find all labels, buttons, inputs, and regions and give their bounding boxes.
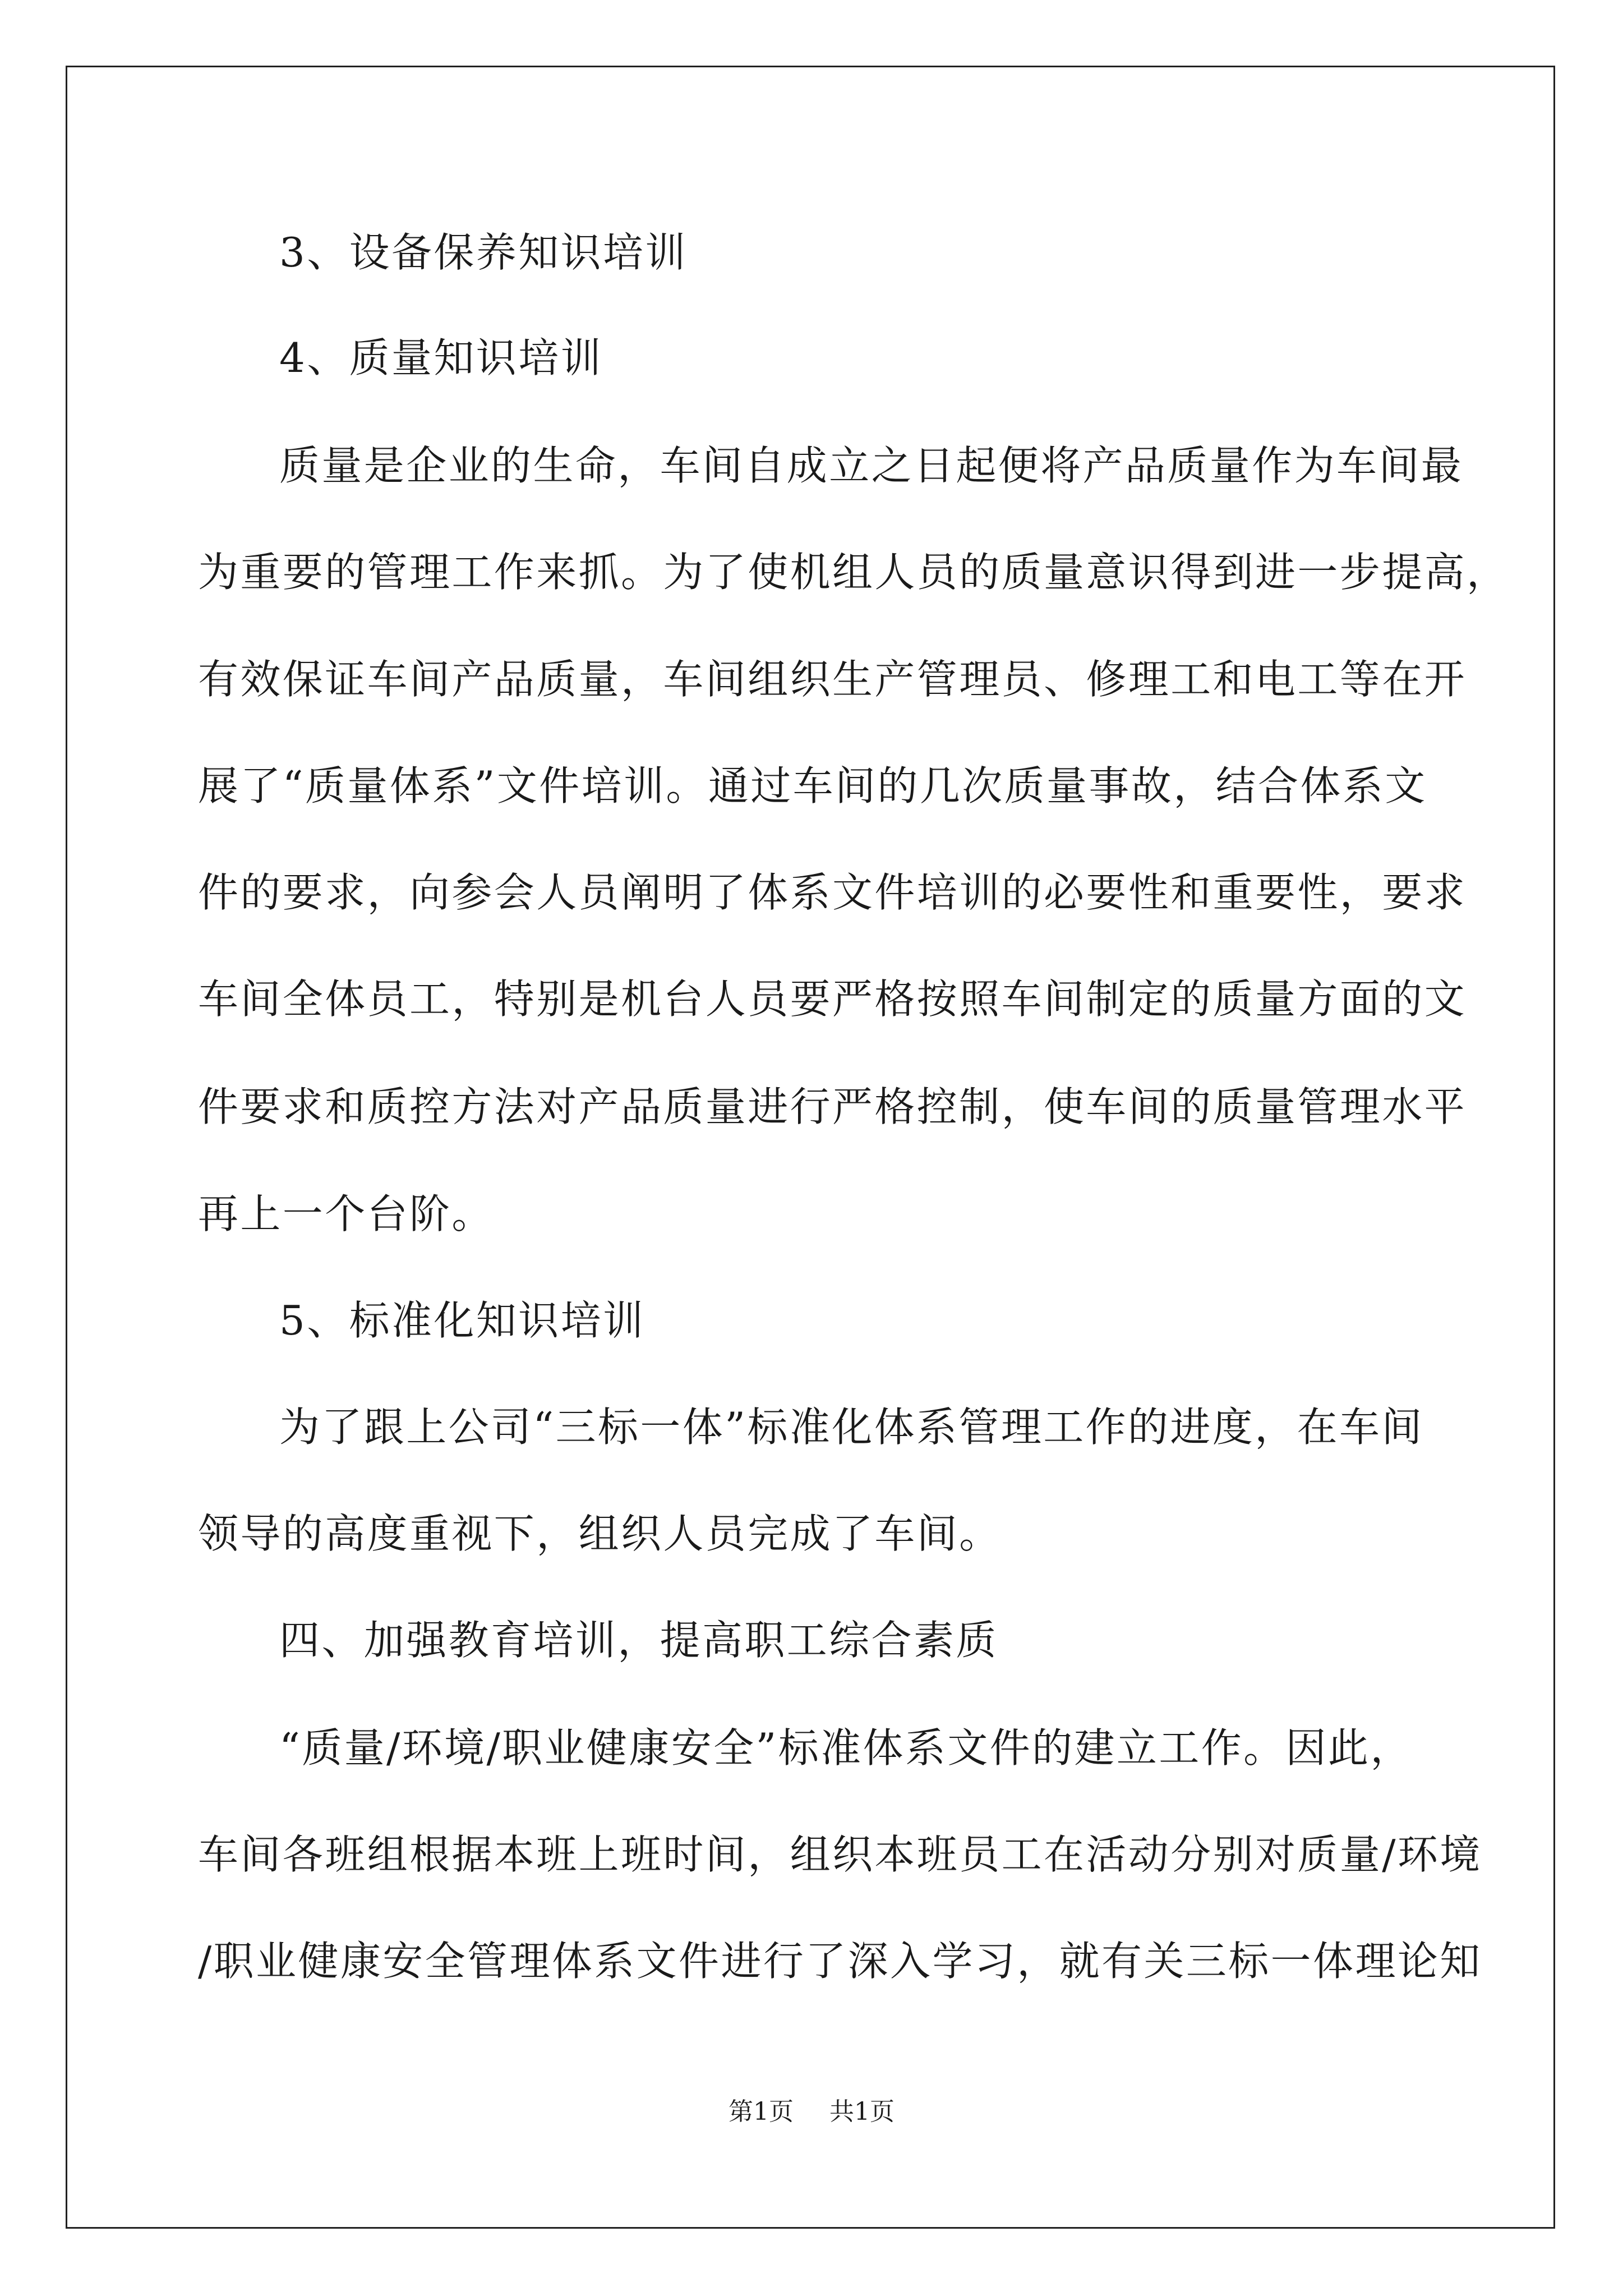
page-border (66, 66, 1555, 2229)
page-number: 第1页 (728, 2097, 794, 2126)
heading-education-training: 四、加强教育培训，提高职工综合素质 (279, 1617, 998, 1664)
paragraph-line: 领导的高度重视下，组织人员完成了车间。 (198, 1510, 1002, 1557)
heading-standardization-training: 5、标准化知识培训 (279, 1297, 645, 1344)
paragraph-line: 为重要的管理工作来抓。为了使机组人员的质量意识得到进一步提高， (198, 549, 1509, 596)
paragraph-line: 展了“质量体系”文件培训。通过车间的几次质量事故，结合体系文 (198, 762, 1427, 809)
paragraph-line: 车间各班组根据本班上班时间，组织本班员工在活动分别对质量/环境 (198, 1831, 1482, 1878)
paragraph-line: 有效保证车间产品质量，车间组织生产管理员、修理工和电工等在开 (198, 656, 1467, 703)
paragraph-line: 再上一个台阶。 (198, 1190, 494, 1237)
paragraph-line: 件要求和质控方法对产品质量进行严格控制，使车间的质量管理水平 (198, 1083, 1467, 1130)
paragraph-line: 为了跟上公司“三标一体”标准化体系管理工作的进度，在车间 (279, 1404, 1424, 1451)
paragraph-line: /职业健康安全管理体系文件进行了深入学习，就有关三标一体理论知 (198, 1938, 1482, 1985)
page-total: 共1页 (829, 2097, 895, 2126)
paragraph-line: 车间全体员工，特别是机台人员要严格按照车间制定的质量方面的文 (198, 976, 1467, 1023)
page-footer (0, 2095, 1623, 2129)
paragraph-line: “质量/环境/职业健康安全”标准体系文件的建立工作。因此， (279, 1724, 1413, 1772)
heading-quality-training: 4、质量知识培训 (279, 334, 603, 381)
heading-equipment-maintenance-training: 3、设备保养知识培训 (279, 229, 688, 276)
paragraph-line: 质量是企业的生命，车间自成立之日起便将产品质量作为车间最 (279, 442, 1464, 489)
paragraph-line: 件的要求，向参会人员阐明了体系文件培训的必要性和重要性，要求 (198, 869, 1467, 916)
